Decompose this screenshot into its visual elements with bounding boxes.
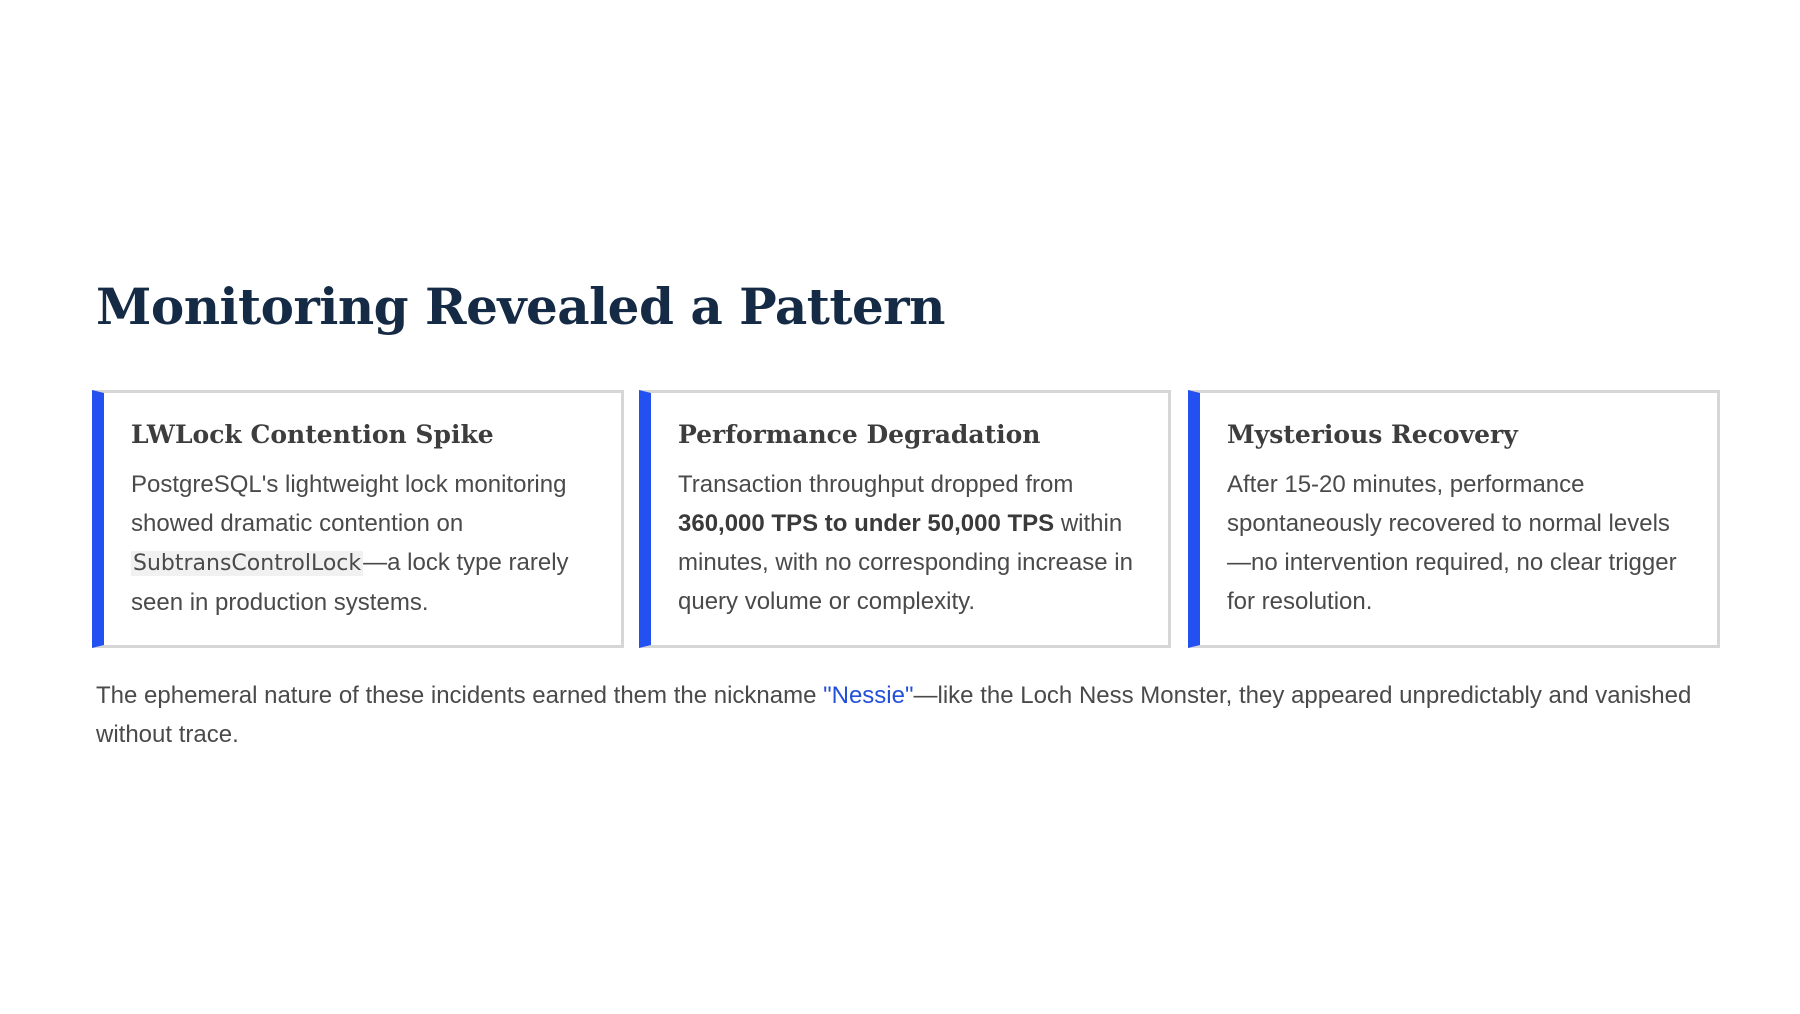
summary-paragraph — [96, 676, 1736, 754]
card-body-text: —a lock type rarely seen in production systems. — [131, 549, 569, 616]
card-body-text: within minutes, with no corresponding increase in query volume or complexity. — [678, 510, 1133, 615]
card-body — [131, 465, 597, 622]
slide — [96, 272, 1716, 748]
summary-text: —like the Loch Ness Monster, they appeared unpredictably and vanished without trace. — [96, 682, 1692, 748]
card-body-text: Transaction throughput dropped from — [678, 471, 1074, 498]
summary-text: The ephemeral nature of these incidents earned them the nickname — [96, 682, 824, 709]
card-title: LWLock Contention Spike — [131, 420, 494, 449]
nickname-highlight: "Nessie" — [823, 682, 914, 709]
page-title: Monitoring Revealed a Pattern — [96, 277, 946, 336]
card-lwlock-contention — [92, 390, 624, 648]
card-mysterious-recovery — [1188, 390, 1720, 648]
card-title: Mysterious Recovery — [1227, 420, 1518, 449]
card-body: After 15-20 minutes, performance spontaneously recovered to normal levels—no intervention required, no clear trigger for resolution. — [1227, 471, 1677, 615]
card-title: Performance Degradation — [678, 420, 1041, 449]
card-body — [678, 465, 1144, 621]
inline-code: SubtransControlLock — [133, 551, 362, 576]
card-body-text: PostgreSQL's lightweight lock monitoring showed dramatic contention on — [131, 471, 567, 537]
card-performance-degradation — [639, 390, 1171, 648]
card-row — [92, 390, 1716, 648]
highlighted-metric: 360,000 TPS to under 50,000 TPS — [678, 510, 1055, 537]
